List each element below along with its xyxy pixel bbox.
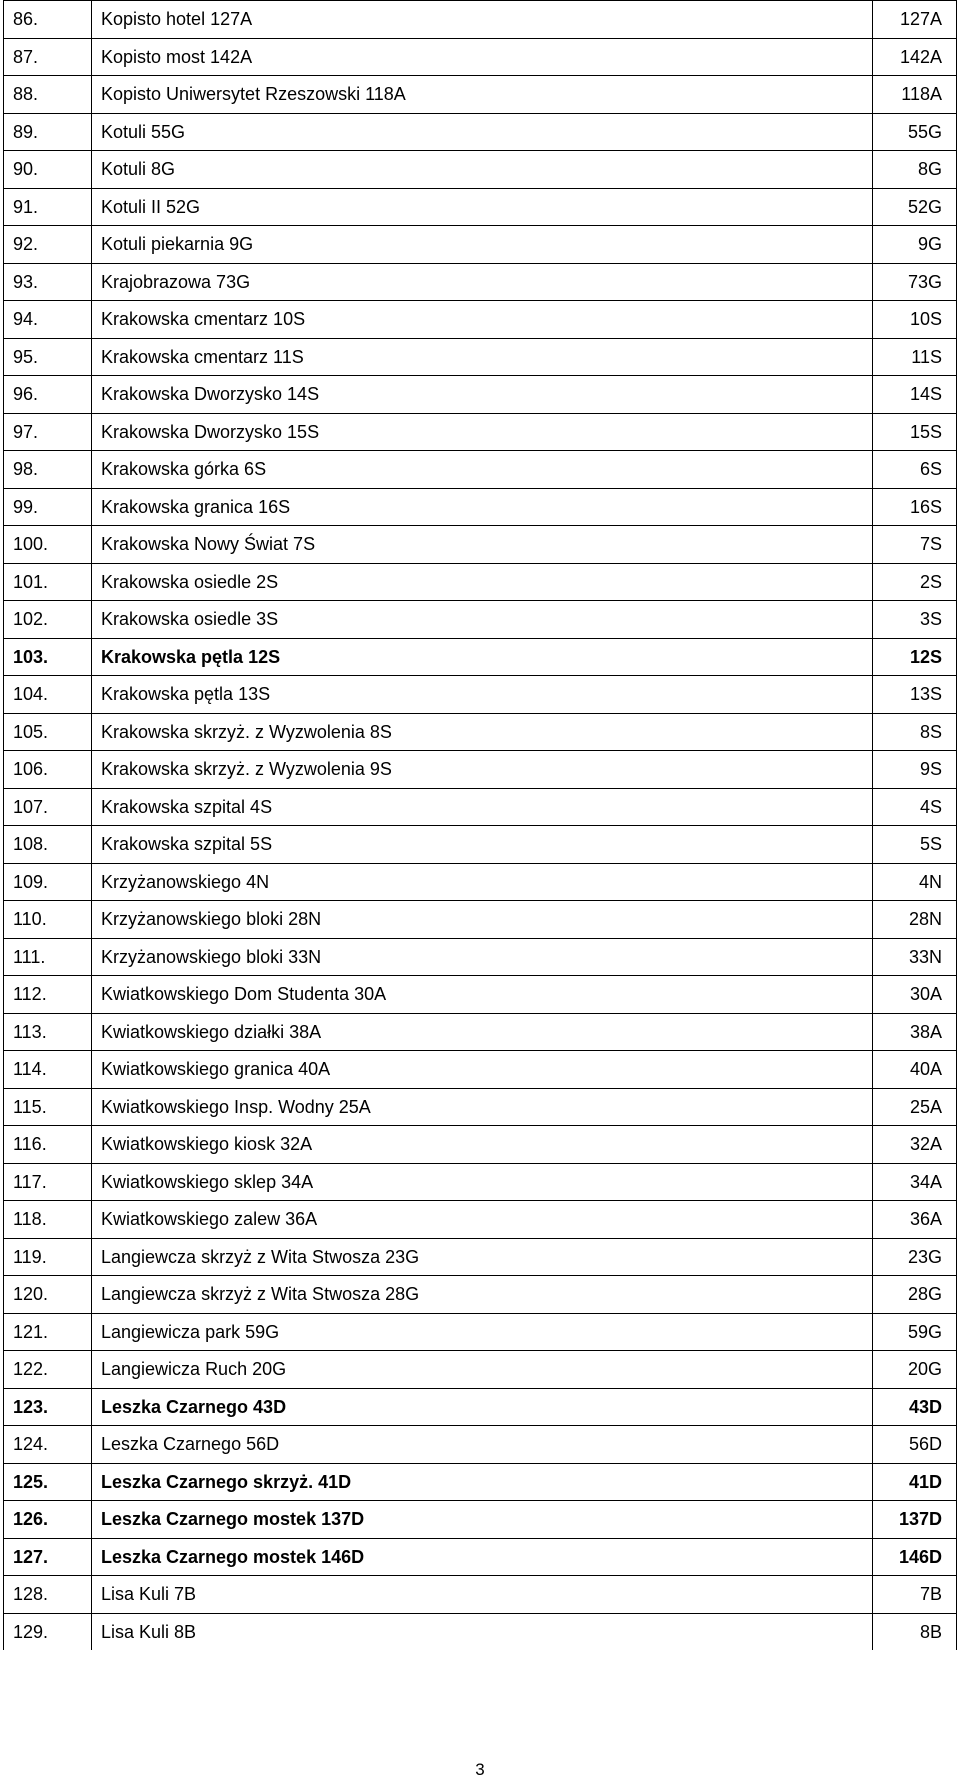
stop-name-cell: Kwiatkowskiego Insp. Wodny 25A — [92, 1088, 873, 1126]
stop-code-cell: 15S — [873, 413, 957, 451]
stop-name-cell: Krzyżanowskiego bloki 33N — [92, 938, 873, 976]
row-number-cell: 100. — [4, 526, 92, 564]
table-row — [4, 1013, 957, 1051]
stop-name-cell: Kopisto most 142A — [92, 38, 873, 76]
table-row — [4, 1088, 957, 1126]
stop-name-cell: Kwiatkowskiego granica 40A — [92, 1051, 873, 1089]
stop-code-cell: 5S — [873, 826, 957, 864]
row-number-cell: 126. — [4, 1501, 92, 1539]
stop-code-cell: 8B — [873, 1613, 957, 1650]
row-number-cell: 103. — [4, 638, 92, 676]
stop-code-cell: 20G — [873, 1351, 957, 1389]
table-row — [4, 1388, 957, 1426]
stop-code-cell: 33N — [873, 938, 957, 976]
stop-code-cell: 16S — [873, 488, 957, 526]
table-row — [4, 1163, 957, 1201]
stop-code-cell: 23G — [873, 1238, 957, 1276]
table-row — [4, 188, 957, 226]
table-row — [4, 638, 957, 676]
table-row — [4, 826, 957, 864]
table-row — [4, 488, 957, 526]
stop-code-cell: 10S — [873, 301, 957, 339]
stop-name-cell: Krakowska Dworzysko 14S — [92, 376, 873, 414]
row-number-cell: 122. — [4, 1351, 92, 1389]
table-row — [4, 1613, 957, 1650]
table-row — [4, 376, 957, 414]
stop-name-cell: Krakowska skrzyż. z Wyzwolenia 9S — [92, 751, 873, 789]
stop-code-cell: 34A — [873, 1163, 957, 1201]
row-number-cell: 87. — [4, 38, 92, 76]
stop-code-cell: 9G — [873, 226, 957, 264]
row-number-cell: 91. — [4, 188, 92, 226]
table-row — [4, 263, 957, 301]
stop-name-cell: Krakowska granica 16S — [92, 488, 873, 526]
table-row — [4, 976, 957, 1014]
row-number-cell: 118. — [4, 1201, 92, 1239]
stop-name-cell: Krakowska górka 6S — [92, 451, 873, 489]
table-row — [4, 1238, 957, 1276]
stop-code-cell: 8G — [873, 151, 957, 189]
stop-code-cell: 146D — [873, 1538, 957, 1576]
stop-code-cell: 8S — [873, 713, 957, 751]
row-number-cell: 121. — [4, 1313, 92, 1351]
stop-name-cell: Langiewicza park 59G — [92, 1313, 873, 1351]
row-number-cell: 97. — [4, 413, 92, 451]
stop-code-cell: 14S — [873, 376, 957, 414]
stop-name-cell: Kwiatkowskiego działki 38A — [92, 1013, 873, 1051]
table-row — [4, 1426, 957, 1464]
table-row — [4, 1351, 957, 1389]
stop-code-cell: 55G — [873, 113, 957, 151]
table-row — [4, 563, 957, 601]
stop-name-cell: Langiewcza skrzyż z Wita Stwosza 23G — [92, 1238, 873, 1276]
table-row — [4, 676, 957, 714]
row-number-cell: 127. — [4, 1538, 92, 1576]
stop-code-cell: 36A — [873, 1201, 957, 1239]
table-row — [4, 151, 957, 189]
stop-name-cell: Kotuli II 52G — [92, 188, 873, 226]
stop-code-cell: 38A — [873, 1013, 957, 1051]
stop-name-cell: Kwiatkowskiego kiosk 32A — [92, 1126, 873, 1164]
row-number-cell: 114. — [4, 1051, 92, 1089]
table-row — [4, 713, 957, 751]
stop-name-cell: Krakowska cmentarz 10S — [92, 301, 873, 339]
table-row — [4, 1051, 957, 1089]
stop-name-cell: Leszka Czarnego 56D — [92, 1426, 873, 1464]
row-number-cell: 96. — [4, 376, 92, 414]
row-number-cell: 109. — [4, 863, 92, 901]
stop-name-cell: Krzyżanowskiego 4N — [92, 863, 873, 901]
stop-code-cell: 6S — [873, 451, 957, 489]
stop-name-cell: Lisa Kuli 7B — [92, 1576, 873, 1614]
stop-name-cell: Krzyżanowskiego bloki 28N — [92, 901, 873, 939]
row-number-cell: 111. — [4, 938, 92, 976]
page-number: 3 — [475, 1760, 485, 1779]
stops-table — [3, 0, 957, 1650]
row-number-cell: 117. — [4, 1163, 92, 1201]
row-number-cell: 112. — [4, 976, 92, 1014]
stop-name-cell: Krakowska skrzyż. z Wyzwolenia 8S — [92, 713, 873, 751]
table-row — [4, 451, 957, 489]
row-number-cell: 94. — [4, 301, 92, 339]
stop-code-cell: 59G — [873, 1313, 957, 1351]
stop-name-cell: Krakowska osiedle 2S — [92, 563, 873, 601]
stop-code-cell: 32A — [873, 1126, 957, 1164]
stop-name-cell: Kotuli 55G — [92, 113, 873, 151]
stop-name-cell: Krakowska szpital 4S — [92, 788, 873, 826]
stop-name-cell: Leszka Czarnego 43D — [92, 1388, 873, 1426]
row-number-cell: 89. — [4, 113, 92, 151]
stop-code-cell: 9S — [873, 751, 957, 789]
row-number-cell: 113. — [4, 1013, 92, 1051]
row-number-cell: 99. — [4, 488, 92, 526]
row-number-cell: 106. — [4, 751, 92, 789]
table-row — [4, 38, 957, 76]
row-number-cell: 125. — [4, 1463, 92, 1501]
stop-name-cell: Krakowska cmentarz 11S — [92, 338, 873, 376]
stop-code-cell: 52G — [873, 188, 957, 226]
stop-name-cell: Krakowska Dworzysko 15S — [92, 413, 873, 451]
table-row — [4, 938, 957, 976]
table-row — [4, 338, 957, 376]
row-number-cell: 98. — [4, 451, 92, 489]
stop-name-cell: Leszka Czarnego mostek 146D — [92, 1538, 873, 1576]
stop-code-cell: 40A — [873, 1051, 957, 1089]
table-row — [4, 863, 957, 901]
row-number-cell: 110. — [4, 901, 92, 939]
row-number-cell: 102. — [4, 601, 92, 639]
stop-code-cell: 127A — [873, 1, 957, 39]
row-number-cell: 93. — [4, 263, 92, 301]
table-row — [4, 788, 957, 826]
stop-code-cell: 2S — [873, 563, 957, 601]
table-row — [4, 1501, 957, 1539]
stop-name-cell: Lisa Kuli 8B — [92, 1613, 873, 1650]
stop-name-cell: Langiewcza skrzyż z Wita Stwosza 28G — [92, 1276, 873, 1314]
stop-name-cell: Leszka Czarnego mostek 137D — [92, 1501, 873, 1539]
table-row — [4, 1126, 957, 1164]
stop-code-cell: 73G — [873, 263, 957, 301]
table-row — [4, 1576, 957, 1614]
table-row — [4, 1313, 957, 1351]
row-number-cell: 104. — [4, 676, 92, 714]
row-number-cell: 124. — [4, 1426, 92, 1464]
table-row — [4, 76, 957, 114]
stop-name-cell: Krakowska pętla 13S — [92, 676, 873, 714]
stop-code-cell: 41D — [873, 1463, 957, 1501]
row-number-cell: 101. — [4, 563, 92, 601]
stop-name-cell: Langiewicza Ruch 20G — [92, 1351, 873, 1389]
table-row — [4, 601, 957, 639]
row-number-cell: 116. — [4, 1126, 92, 1164]
stop-name-cell: Kwiatkowskiego sklep 34A — [92, 1163, 873, 1201]
stop-code-cell: 7B — [873, 1576, 957, 1614]
stops-table-body — [4, 1, 957, 1651]
stop-code-cell: 25A — [873, 1088, 957, 1126]
table-row — [4, 1276, 957, 1314]
table-row — [4, 226, 957, 264]
stop-code-cell: 7S — [873, 526, 957, 564]
row-number-cell: 105. — [4, 713, 92, 751]
stop-name-cell: Kwiatkowskiego Dom Studenta 30A — [92, 976, 873, 1014]
row-number-cell: 92. — [4, 226, 92, 264]
stop-name-cell: Kotuli 8G — [92, 151, 873, 189]
table-row — [4, 413, 957, 451]
table-row — [4, 751, 957, 789]
row-number-cell: 128. — [4, 1576, 92, 1614]
stop-name-cell: Kopisto Uniwersytet Rzeszowski 118A — [92, 76, 873, 114]
stop-name-cell: Krakowska Nowy Świat 7S — [92, 526, 873, 564]
row-number-cell: 129. — [4, 1613, 92, 1650]
stop-code-cell: 13S — [873, 676, 957, 714]
row-number-cell: 123. — [4, 1388, 92, 1426]
stop-name-cell: Krakowska szpital 5S — [92, 826, 873, 864]
stop-code-cell: 56D — [873, 1426, 957, 1464]
row-number-cell: 86. — [4, 1, 92, 39]
stop-name-cell: Kotuli piekarnia 9G — [92, 226, 873, 264]
row-number-cell: 88. — [4, 76, 92, 114]
table-row — [4, 1, 957, 39]
stop-code-cell: 4N — [873, 863, 957, 901]
stop-code-cell: 3S — [873, 601, 957, 639]
stop-code-cell: 28G — [873, 1276, 957, 1314]
row-number-cell: 119. — [4, 1238, 92, 1276]
stop-name-cell: Krajobrazowa 73G — [92, 263, 873, 301]
table-row — [4, 901, 957, 939]
stop-name-cell: Kwiatkowskiego zalew 36A — [92, 1201, 873, 1239]
stop-code-cell: 11S — [873, 338, 957, 376]
row-number-cell: 90. — [4, 151, 92, 189]
row-number-cell: 95. — [4, 338, 92, 376]
stop-code-cell: 30A — [873, 976, 957, 1014]
stop-code-cell: 118A — [873, 76, 957, 114]
table-row — [4, 1463, 957, 1501]
stop-name-cell: Krakowska osiedle 3S — [92, 601, 873, 639]
stop-code-cell: 43D — [873, 1388, 957, 1426]
stop-code-cell: 142A — [873, 38, 957, 76]
table-row — [4, 526, 957, 564]
row-number-cell: 115. — [4, 1088, 92, 1126]
stop-name-cell: Krakowska pętla 12S — [92, 638, 873, 676]
row-number-cell: 108. — [4, 826, 92, 864]
table-row — [4, 1538, 957, 1576]
row-number-cell: 107. — [4, 788, 92, 826]
stop-code-cell: 137D — [873, 1501, 957, 1539]
table-row — [4, 301, 957, 339]
table-row — [4, 113, 957, 151]
stop-name-cell: Kopisto hotel 127A — [92, 1, 873, 39]
stop-code-cell: 28N — [873, 901, 957, 939]
stop-code-cell: 4S — [873, 788, 957, 826]
row-number-cell: 120. — [4, 1276, 92, 1314]
stop-name-cell: Leszka Czarnego skrzyż. 41D — [92, 1463, 873, 1501]
table-row — [4, 1201, 957, 1239]
stop-code-cell: 12S — [873, 638, 957, 676]
